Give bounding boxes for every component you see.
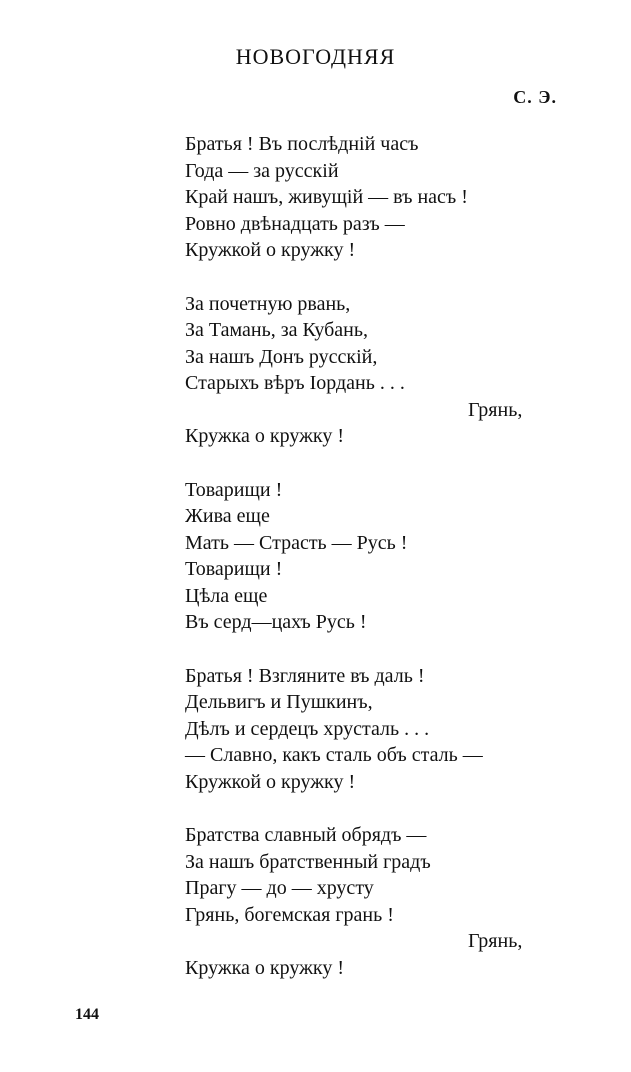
poem-line: Товарищи ! bbox=[185, 478, 283, 501]
poem-line: Дѣлъ и сердецъ хрусталь . . . bbox=[185, 717, 430, 740]
poem-title: НОВОГОДНЯЯ bbox=[235, 44, 396, 69]
poem-line: За нашъ Донъ русскій, bbox=[185, 345, 378, 368]
poem-line: Цѣла еще bbox=[185, 584, 268, 607]
stanza bbox=[185, 822, 585, 981]
poem-line: Братья ! Въ послѣдній часъ bbox=[185, 133, 419, 155]
poem-line: Грянь, богемская грань ! bbox=[185, 903, 394, 926]
poem-line: Въ серд—цахъ Русь ! bbox=[185, 611, 367, 633]
poem-line: Братья ! Взгляните въ даль ! bbox=[185, 664, 425, 687]
poem-line: Товарищи ! bbox=[185, 558, 283, 580]
stanza-gap bbox=[185, 636, 585, 663]
poem-line: — Славно, какъ сталь объ сталь — bbox=[185, 744, 483, 766]
poem-line-indented: Грянь, bbox=[468, 930, 523, 952]
poem-line: Года — за русскій bbox=[185, 159, 339, 182]
poem-line: Кружка о кружку ! bbox=[185, 425, 345, 447]
poem-line: За почетную рвань, bbox=[185, 292, 351, 315]
stanza bbox=[185, 131, 585, 264]
poem-line: Кружкой о кружку ! bbox=[185, 239, 356, 261]
poem-line: Ровно двѣнадцать разъ — bbox=[185, 212, 405, 235]
stanza bbox=[185, 663, 585, 796]
poem-line: За Тамань, за Кубань, bbox=[185, 319, 368, 341]
poem-line: За нашъ братственный градъ bbox=[185, 850, 431, 873]
poem-body bbox=[185, 131, 585, 981]
poem-line: Дельвигъ и Пушкинъ, bbox=[185, 691, 373, 713]
poem-line: Прагу — до — хрусту bbox=[185, 877, 374, 899]
stanza-gap bbox=[185, 795, 585, 822]
stanza bbox=[185, 291, 585, 450]
poem-line: Старыхъ вѣръ Іордань . . . bbox=[185, 372, 405, 394]
poem-line: Братства славный обрядъ — bbox=[185, 824, 427, 846]
page-number: 144 bbox=[75, 1006, 99, 1023]
stanza-gap bbox=[185, 264, 585, 291]
poem-line: Мать — Страсть — Русь ! bbox=[185, 531, 408, 554]
poem-line: Жива еще bbox=[185, 505, 270, 527]
poem-line: Кружкой о кружку ! bbox=[185, 770, 356, 793]
stanza bbox=[185, 477, 585, 636]
poem-line-indented: Грянь, bbox=[468, 398, 523, 421]
poem-line: Край нашъ, живущій — въ насъ ! bbox=[185, 186, 468, 208]
poem-dedication: С. Э. bbox=[513, 87, 557, 107]
poem-line: Кружка о кружку ! bbox=[185, 956, 345, 979]
stanza-gap bbox=[185, 450, 585, 477]
